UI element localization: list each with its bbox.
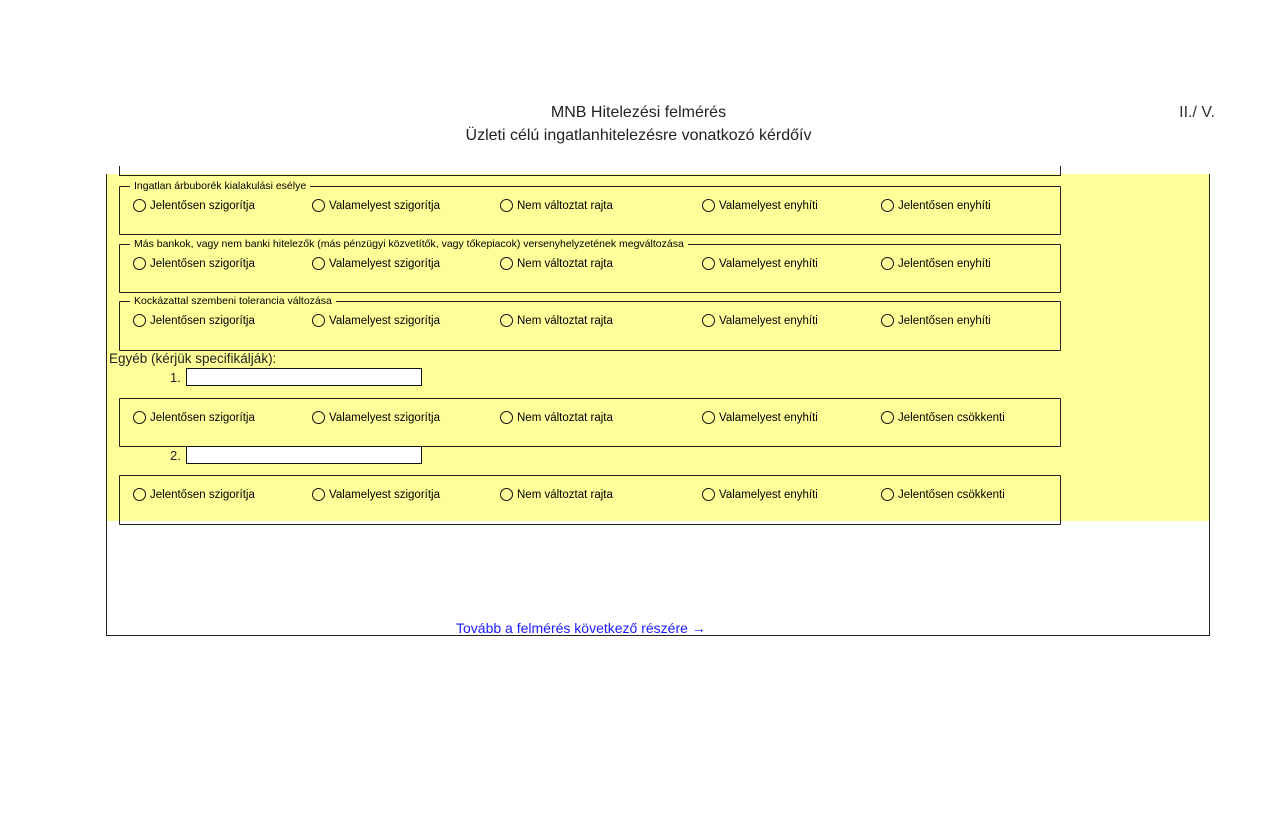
other-item-1-input[interactable] bbox=[186, 368, 422, 386]
radio-option-label: Jelentősen szigorítja bbox=[150, 314, 255, 327]
radio-option[interactable] bbox=[133, 314, 255, 327]
radio-unchecked-icon[interactable] bbox=[500, 411, 513, 424]
question-group-other-1 bbox=[119, 398, 1061, 447]
radio-option[interactable] bbox=[312, 257, 440, 270]
question-group-competition bbox=[119, 238, 1061, 293]
radio-unchecked-icon[interactable] bbox=[702, 411, 715, 424]
radio-unchecked-icon[interactable] bbox=[702, 257, 715, 270]
radio-option-label: Valamelyest szigorítja bbox=[329, 411, 440, 424]
radio-option[interactable] bbox=[500, 257, 613, 270]
radio-option[interactable] bbox=[702, 488, 818, 501]
radio-option[interactable] bbox=[702, 257, 818, 270]
radio-unchecked-icon[interactable] bbox=[881, 199, 894, 212]
radio-unchecked-icon[interactable] bbox=[881, 314, 894, 327]
radio-option-label: Valamelyest szigorítja bbox=[329, 199, 440, 212]
radio-unchecked-icon[interactable] bbox=[881, 488, 894, 501]
radio-option[interactable] bbox=[500, 411, 613, 424]
radio-option-label: Jelentősen enyhíti bbox=[898, 257, 991, 270]
radio-option-label: Jelentősen csökkenti bbox=[898, 488, 1005, 501]
radio-unchecked-icon[interactable] bbox=[702, 314, 715, 327]
radio-option-label: Valamelyest szigorítja bbox=[329, 488, 440, 501]
question-legend: Ingatlan árbuborék kialakulási esélye bbox=[130, 179, 310, 193]
radio-option-label: Valamelyest szigorítja bbox=[329, 314, 440, 327]
question-group-price-bubble bbox=[119, 180, 1061, 235]
radio-option[interactable] bbox=[312, 411, 440, 424]
radio-option-label: Jelentősen szigorítja bbox=[150, 257, 255, 270]
radio-option[interactable] bbox=[881, 488, 1005, 501]
radio-option-label: Nem változtat rajta bbox=[517, 199, 613, 212]
radio-unchecked-icon[interactable] bbox=[133, 411, 146, 424]
question-group-other-2 bbox=[119, 475, 1061, 525]
radio-option[interactable] bbox=[702, 199, 818, 212]
radio-option-label: Valamelyest enyhíti bbox=[719, 411, 818, 424]
other-item-number: 1. bbox=[170, 370, 181, 385]
question-legend: Más bankok, vagy nem banki hitelezők (más pénzügyi közvetítők, vagy tőkepiacok) versenyhelyzetének megváltozása bbox=[130, 237, 688, 251]
radio-option-label: Nem változtat rajta bbox=[517, 411, 613, 424]
radio-unchecked-icon[interactable] bbox=[133, 314, 146, 327]
question-legend: Kockázattal szembeni tolerancia változása bbox=[130, 294, 336, 308]
radio-option-label: Valamelyest enyhíti bbox=[719, 257, 818, 270]
radio-option-label: Valamelyest szigorítja bbox=[329, 257, 440, 270]
radio-option-label: Valamelyest enyhíti bbox=[719, 314, 818, 327]
next-section-link[interactable]: Tovább a felmérés következő részére → bbox=[456, 620, 706, 636]
other-section-label: Egyéb (kérjük specifikálják): bbox=[109, 351, 277, 366]
radio-option-label: Valamelyest enyhíti bbox=[719, 199, 818, 212]
radio-option[interactable] bbox=[133, 488, 255, 501]
radio-option[interactable] bbox=[881, 257, 991, 270]
radio-unchecked-icon[interactable] bbox=[133, 257, 146, 270]
radio-option[interactable] bbox=[500, 488, 613, 501]
other-item-2-input[interactable] bbox=[186, 446, 422, 464]
radio-unchecked-icon[interactable] bbox=[881, 411, 894, 424]
radio-option[interactable] bbox=[312, 314, 440, 327]
radio-option[interactable] bbox=[312, 488, 440, 501]
radio-option[interactable] bbox=[881, 199, 991, 212]
other-item-number: 2. bbox=[170, 448, 181, 463]
radio-unchecked-icon[interactable] bbox=[133, 488, 146, 501]
radio-unchecked-icon[interactable] bbox=[500, 199, 513, 212]
radio-option-label: Jelentősen enyhíti bbox=[898, 314, 991, 327]
radio-unchecked-icon[interactable] bbox=[702, 488, 715, 501]
radio-option-label: Jelentősen szigorítja bbox=[150, 411, 255, 424]
radio-option-label: Jelentősen csökkenti bbox=[898, 411, 1005, 424]
radio-option-label: Jelentősen szigorítja bbox=[150, 488, 255, 501]
radio-option-label: Jelentősen enyhíti bbox=[898, 199, 991, 212]
radio-unchecked-icon[interactable] bbox=[312, 411, 325, 424]
radio-unchecked-icon[interactable] bbox=[500, 314, 513, 327]
radio-unchecked-icon[interactable] bbox=[702, 199, 715, 212]
radio-unchecked-icon[interactable] bbox=[133, 199, 146, 212]
radio-option-label: Nem változtat rajta bbox=[517, 314, 613, 327]
radio-option-label: Nem változtat rajta bbox=[517, 257, 613, 270]
radio-option-label: Nem változtat rajta bbox=[517, 488, 613, 501]
survey-title: MNB Hitelezési felmérés bbox=[550, 104, 727, 121]
radio-option[interactable] bbox=[702, 411, 818, 424]
radio-option[interactable] bbox=[702, 314, 818, 327]
radio-option[interactable] bbox=[133, 257, 255, 270]
survey-subtitle: Üzleti célú ingatlanhitelezésre vonatkozó kérdőív bbox=[465, 127, 812, 144]
radio-unchecked-icon[interactable] bbox=[312, 488, 325, 501]
radio-option[interactable] bbox=[500, 314, 613, 327]
radio-option[interactable] bbox=[881, 411, 1005, 424]
radio-unchecked-icon[interactable] bbox=[881, 257, 894, 270]
page-indicator: II./ V. bbox=[1179, 104, 1215, 121]
radio-option[interactable] bbox=[500, 199, 613, 212]
question-group-risk-tolerance bbox=[119, 295, 1061, 351]
radio-option[interactable] bbox=[881, 314, 991, 327]
radio-option[interactable] bbox=[312, 199, 440, 212]
radio-option-label: Jelentősen szigorítja bbox=[150, 199, 255, 212]
radio-unchecked-icon[interactable] bbox=[312, 199, 325, 212]
radio-option-label: Valamelyest enyhíti bbox=[719, 488, 818, 501]
radio-unchecked-icon[interactable] bbox=[500, 257, 513, 270]
radio-unchecked-icon[interactable] bbox=[500, 488, 513, 501]
radio-unchecked-icon[interactable] bbox=[312, 314, 325, 327]
radio-unchecked-icon[interactable] bbox=[312, 257, 325, 270]
previous-group-bottom bbox=[119, 166, 1061, 176]
radio-option[interactable] bbox=[133, 199, 255, 212]
radio-option[interactable] bbox=[133, 411, 255, 424]
